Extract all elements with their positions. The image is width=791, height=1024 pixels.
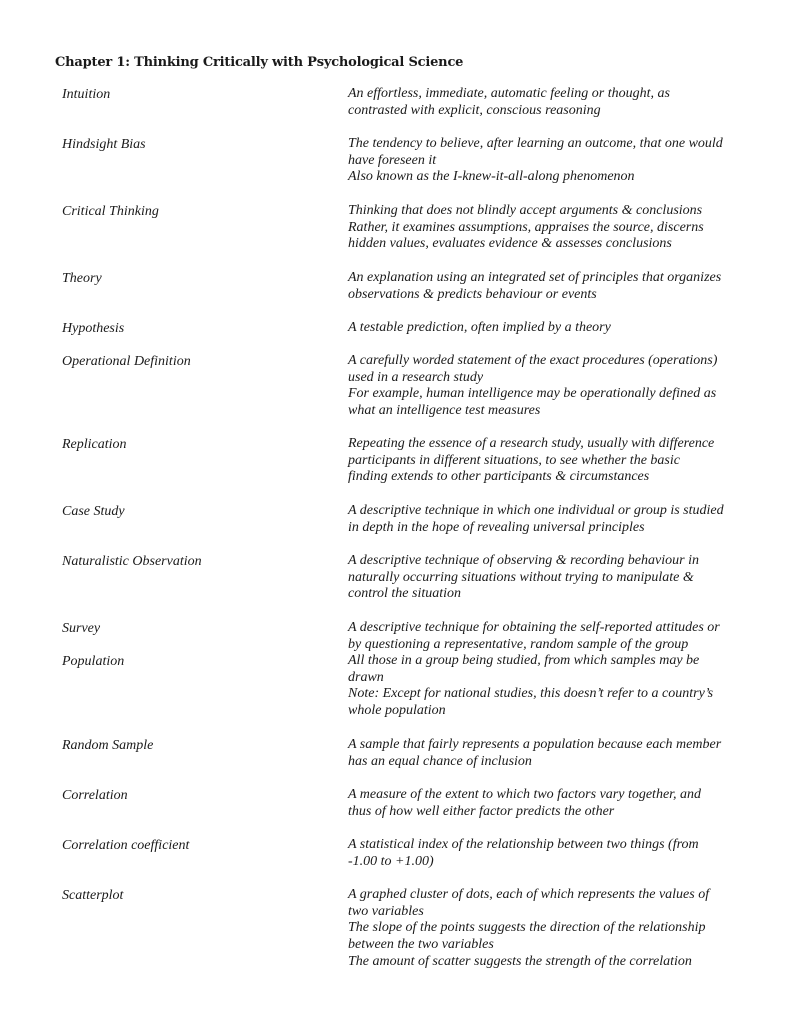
chapter-heading: Chapter 1: Thinking Critically with Psychological Science: [55, 55, 464, 70]
definition-line: naturally occurring situations without trying to manipulate &: [348, 569, 694, 585]
definition-line: A descriptive technique of observing & recording behaviour in: [348, 553, 699, 568]
definition-line: An effortless, immediate, automatic feeling or thought, as: [348, 86, 670, 101]
glossary-term: Hindsight Bias: [62, 137, 146, 152]
glossary-term: Intuition: [62, 87, 111, 102]
definition-line: Repeating the essence of a research study, usually with difference: [348, 436, 715, 451]
definition-line: A statistical index of the relationship between two things (from: [348, 837, 699, 852]
definition-line: control the situation: [348, 586, 462, 602]
definition-line: Also known as the I-knew-it-all-along phenomenon: [348, 169, 635, 185]
glossary-term: Random Sample: [62, 738, 154, 753]
glossary-definition: [348, 436, 758, 486]
glossary-definition: [348, 653, 758, 720]
glossary-definition: [348, 887, 758, 971]
glossary-definition: [348, 620, 758, 653]
glossary-definition: [348, 136, 758, 186]
definition-line: Rather, it examines assumptions, appraises the source, discerns: [348, 219, 704, 235]
definition-line: Thinking that does not blindly accept arguments & conclusions: [348, 203, 703, 218]
glossary-term: Survey: [62, 621, 101, 636]
definition-line: All those in a group being studied, from which samples may be: [348, 653, 700, 668]
glossary-definition: [348, 553, 758, 603]
definition-line: thus of how well either factor predicts the other: [348, 803, 615, 819]
glossary-term: Replication: [62, 437, 127, 452]
definition-line: A sample that fairly represents a population because each member: [348, 737, 722, 752]
definition-line: used in a research study: [348, 369, 484, 385]
glossary-definition: [348, 86, 758, 119]
definition-line: The amount of scatter suggests the strength of the correlation: [348, 953, 692, 969]
glossary-definition: [348, 503, 758, 536]
glossary-term: Naturalistic Observation: [62, 554, 202, 569]
definition-line: has an equal chance of inclusion: [348, 753, 532, 769]
glossary-definition: [348, 837, 758, 870]
glossary-definition: [348, 320, 758, 337]
glossary-definition: [348, 203, 758, 253]
definition-line: A descriptive technique in which one individual or group is studied: [348, 503, 724, 518]
definition-line: A graphed cluster of dots, each of which represents the values of: [348, 887, 710, 902]
glossary-term: Hypothesis: [62, 321, 125, 336]
definition-line: observations & predicts behaviour or events: [348, 286, 597, 302]
definition-line: whole population: [348, 703, 446, 719]
glossary-term: Operational Definition: [62, 354, 191, 369]
glossary-definition: [348, 270, 758, 303]
definition-line: The slope of the points suggests the direction of the relationship: [348, 920, 706, 936]
definition-line: For example, human intelligence may be operationally defined as: [348, 386, 717, 402]
definition-line: between the two variables: [348, 937, 494, 953]
definition-line: A testable prediction, often implied by a theory: [348, 320, 611, 335]
definition-line: drawn: [348, 669, 384, 685]
glossary-term: Case Study: [62, 504, 125, 519]
glossary-term: Correlation coefficient: [62, 838, 190, 853]
definition-line: An explanation using an integrated set of principles that organizes: [348, 270, 722, 285]
glossary-term: Critical Thinking: [62, 204, 159, 219]
glossary-definition: [348, 353, 758, 420]
definition-line: in depth in the hope of revealing universal principles: [348, 519, 645, 535]
definition-line: A descriptive technique for obtaining the self-reported attitudes or: [348, 620, 720, 635]
glossary-term: Population: [62, 654, 125, 669]
definition-line: finding extends to other participants & circumstances: [348, 469, 650, 485]
glossary-term: Theory: [62, 271, 102, 286]
definition-line: contrasted with explicit, conscious reasoning: [348, 102, 601, 118]
definition-line: -1.00 to +1.00): [348, 853, 434, 869]
glossary-term: Correlation: [62, 788, 128, 803]
definition-line: participants in different situations, to see whether the basic: [348, 452, 680, 468]
definition-line: A carefully worded statement of the exact procedures (operations): [348, 353, 718, 368]
definition-line: hidden values, evaluates evidence & assesses conclusions: [348, 236, 672, 252]
glossary-term: Scatterplot: [62, 888, 124, 903]
definition-line: A measure of the extent to which two factors vary together, and: [348, 787, 702, 802]
glossary-definition: [348, 737, 758, 770]
definition-line: two variables: [348, 903, 424, 919]
glossary-definition: [348, 787, 758, 820]
definition-line: have foreseen it: [348, 152, 437, 168]
definition-line: what an intelligence test measures: [348, 403, 541, 419]
definition-line: Note: Except for national studies, this doesn’t refer to a country’s: [348, 686, 714, 702]
definition-line: The tendency to believe, after learning an outcome, that one would: [348, 136, 723, 151]
definition-line: by questioning a representative, random sample of the group: [348, 636, 689, 652]
